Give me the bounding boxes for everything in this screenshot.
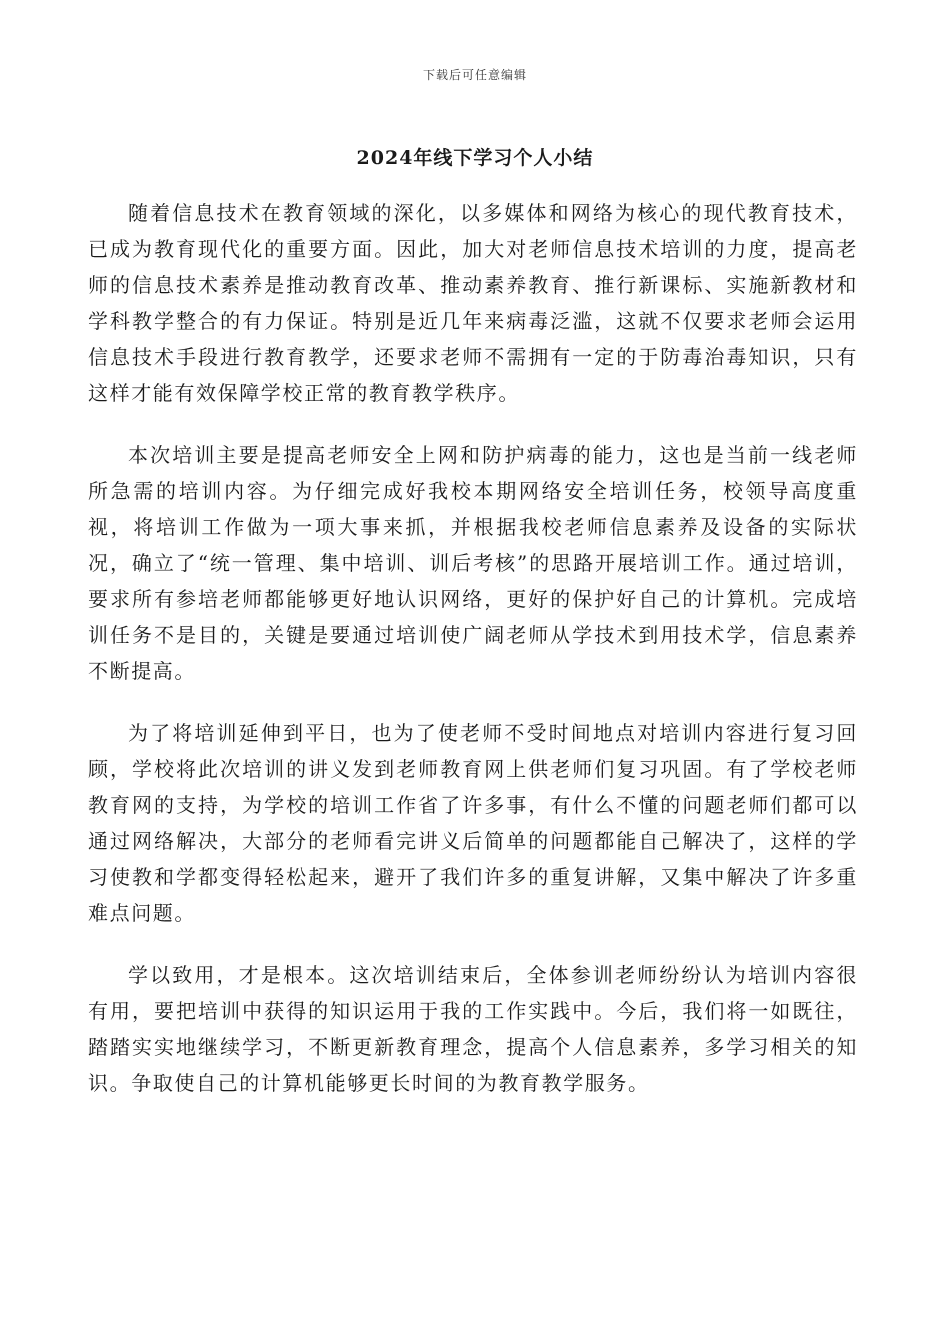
- paragraph-3: 为了将培训延伸到平日，也为了使老师不受时间地点对培训内容进行复习回顾，学校将此次培训的讲义发到老师教育网上供老师们复习巩固。有了学校老师教育网的支持，为学校的培训工作省了许多事，有什么不懂的问题老师们都可以通过网络解决，大部分的老师看完讲义后简单的问题都能自己解决了，这样的学习使教和学都变得轻松起来，避开了我们许多的重复讲解，又集中解决了许多重难点问题。: [88, 721, 858, 925]
- header-note: 下载后可任意编辑: [422, 68, 527, 82]
- document-title: 2024年线下学习个人小结: [356, 147, 594, 169]
- paragraph-4: 学以致用，才是根本。这次培训结束后，全体参训老师纷纷认为培训内容很有用，要把培训中获得的知识运用于我的工作实践中。今后，我们将一如既往，踏踏实实地继续学习，不断更新教育理念，提高个人信息素养，多学习相关的知识。争取使自己的计算机能够更长时间的为教育教学服务。: [88, 963, 858, 1095]
- document-body: [88, 195, 858, 1127]
- paragraph-2: 本次培训主要是提高老师安全上网和防护病毒的能力，这也是当前一线老师所急需的培训内容。为仔细完成好我校本期网络安全培训任务，校领导高度重视，将培训工作做为一项大事来抓，并根据我校老师信息素养及设备的实际状况，确立了“统一管理、集中培训、训后考核”的思路开展培训工作。通过培训，要求所有参培老师都能够更好地认识网络，更好的保护好自己的计算机。完成培训任务不是目的，关键是要通过培训使广阔老师从学技术到用技术学，信息素养不断提高。: [88, 443, 858, 683]
- paragraph-1: 随着信息技术在教育领域的深化，以多媒体和网络为核心的现代教育技术，已成为教育现代化的重要方面。因此，加大对老师信息技术培训的力度，提高老师的信息技术素养是推动教育改革、推动素养教育、推行新课标、实施新教材和学科教学整合的有力保证。特别是近几年来病毒泛滥，这就不仅要求老师会运用信息技术手段进行教育教学，还要求老师不需拥有一定的于防毒治毒知识，只有这样才能有效保障学校正常的教育教学秩序。: [88, 201, 858, 405]
